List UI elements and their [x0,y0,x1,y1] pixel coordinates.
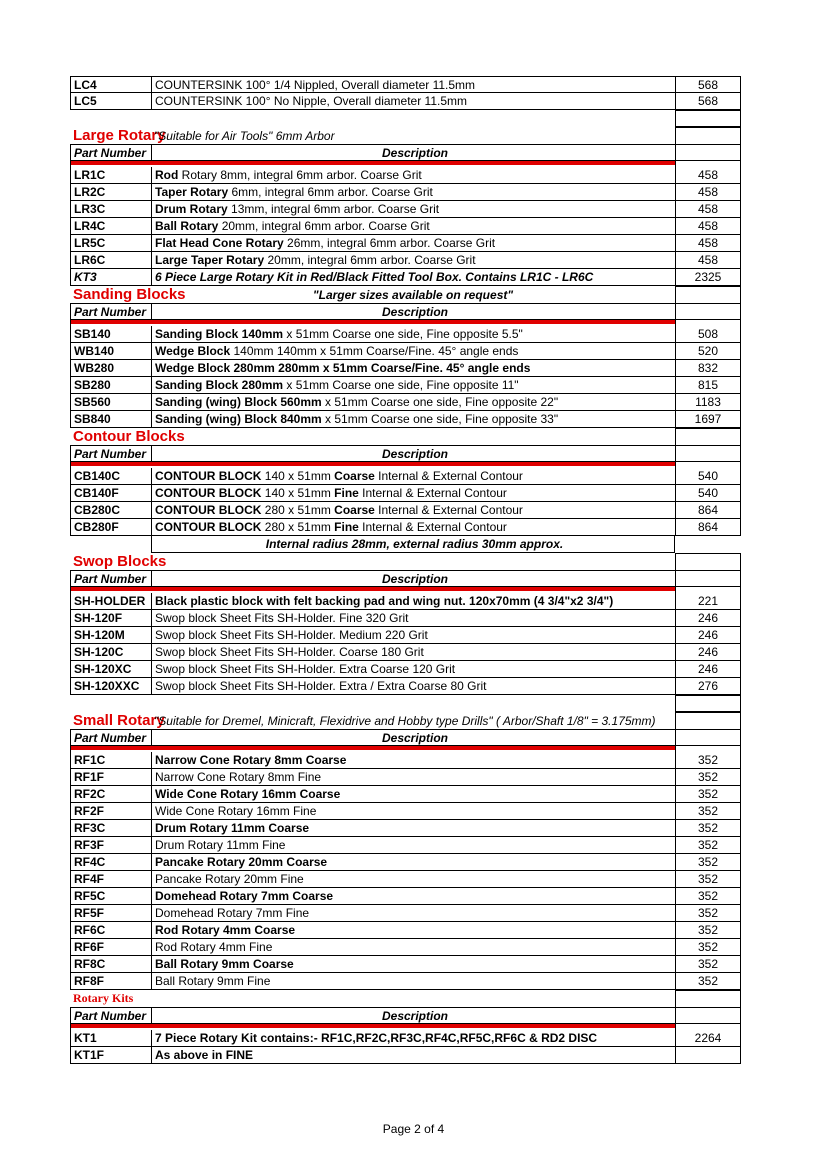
price-cell: 540 [675,468,741,485]
text-span: Swop block Sheet Fits SH-Holder. Extra Coarse 120 Grit [155,662,456,676]
table-row [70,939,741,956]
section-note [154,128,335,144]
text-span: Wedge Block 280mm 280mm x 51mm Coarse/Fine. 45° angle ends [155,361,531,375]
table-row [70,610,741,627]
text-span: Narrow Cone Rotary 8mm Coarse [155,753,347,767]
table-row [70,360,741,377]
contour-footnote-row [70,536,741,553]
text-span: Domehead Rotary 7mm Fine [155,906,310,920]
price-column-box [675,712,741,729]
part-number-cell: SH-120C [70,644,151,661]
table-row [70,1047,741,1064]
price-cell: 352 [675,837,741,854]
section-small-rotary [70,712,741,729]
description-cell [151,326,675,343]
price-cell: 458 [675,218,741,235]
section-title: Sanding Blocks [73,286,186,303]
description-cell [151,269,675,286]
table-header-row [70,144,741,161]
part-number-cell: RF6C [70,922,151,939]
description-cell [151,752,675,769]
table-row [70,888,741,905]
price-cell: 352 [675,888,741,905]
price-header [675,1007,741,1024]
part-number-cell: CB280C [70,502,151,519]
part-number-cell: KT1F [70,1047,151,1064]
description-cell [151,956,675,973]
part-number-cell: SB140 [70,326,151,343]
price-header [675,303,741,320]
description-header: Description [151,445,675,462]
text-span: As above in FINE [155,1048,254,1062]
text-span: 140mm 140mm x 51mm Coarse/Fine. 45° angle ends [230,344,519,358]
section-note [151,287,675,303]
part-number-header: Part Number [70,144,151,161]
price-column-box [675,428,741,445]
price-list-sheet [70,76,741,1064]
table-row [70,678,741,695]
description-cell [151,661,675,678]
price-cell [675,1047,741,1064]
text-span: Pancake Rotary 20mm Fine [155,872,304,886]
table-row [70,644,741,661]
table-row [70,1030,741,1047]
text-span: Internal & External Contour [358,520,507,534]
table-row [70,394,741,411]
part-number-cell: SB280 [70,377,151,394]
text-span: x 51mm Coarse one side, Fine opposite 22" [321,395,559,409]
description-cell [151,360,675,377]
table-row [70,93,741,110]
table-row [70,235,741,252]
price-column-box [675,110,741,127]
text-span: Black plastic block with felt backing pad and wing nut. 120x70mm (4 3/4"x2 3/4") [155,594,614,608]
part-number-cell: RF1F [70,769,151,786]
text-span: "Larger sizes available on request" [312,288,514,302]
table-row [70,820,741,837]
description-header: Description [151,729,675,746]
price-cell: 352 [675,803,741,820]
description-cell [151,377,675,394]
price-cell: 458 [675,235,741,252]
price-cell: 2264 [675,1030,741,1047]
price-cell: 276 [675,678,741,695]
page-number: Page 2 of 4 [382,1122,445,1136]
part-number-cell: LR5C [70,235,151,252]
part-number-cell: LR6C [70,252,151,269]
description-cell [151,803,675,820]
part-number-cell: RF1C [70,752,151,769]
text-span: ( Arbor/Shaft 1/8" = 3.175mm) [492,714,656,728]
description-cell [151,218,675,235]
text-span: Ball Rotary 9mm Fine [155,974,271,988]
table-row [70,786,741,803]
red-bar-fill [70,746,675,750]
part-number-header: Part Number [70,445,151,462]
red-bar-fill [70,161,675,165]
text-span: 280 x 51mm [261,503,335,517]
description-cell [151,922,675,939]
price-cell: 246 [675,627,741,644]
section-contour-blocks [70,428,741,445]
price-cell: 568 [675,76,741,93]
table-row [70,593,741,610]
section-large-rotary [70,127,741,144]
table-row [70,519,741,536]
text-span: Wedge Block [155,344,231,358]
price-header [675,144,741,161]
part-number-cell: CB140C [70,468,151,485]
description-cell [151,502,675,519]
price-cell: 352 [675,939,741,956]
price-cell: 832 [675,360,741,377]
section-rotary-kits [70,990,741,1007]
part-number-cell: LC5 [70,93,151,110]
price-column-box [675,990,741,1007]
text-span: 6mm, integral 6mm arbor. Coarse Grit [228,185,433,199]
part-number-cell: KT3 [70,269,151,286]
text-span: Pancake Rotary 20mm Coarse [155,855,328,869]
description-cell [151,394,675,411]
contour-footnote: Internal radius 28mm, external radius 30mm approx. [151,536,675,553]
table-row [70,854,741,871]
part-number-cell: RF8F [70,973,151,990]
text-span: CONTOUR BLOCK [155,520,262,534]
description-cell [151,820,675,837]
text-span: Swop block Sheet Fits SH-Holder. Extra / Extra Coarse 80 Grit [155,679,487,693]
text-span: Large Taper Rotary [155,253,265,267]
table-header-row [70,729,741,746]
price-header [675,570,741,587]
part-number-cell: WB280 [70,360,151,377]
red-bar-fill [70,1024,675,1028]
price-cell: 352 [675,854,741,871]
table-header-row [70,445,741,462]
table-row [70,627,741,644]
part-number-cell: RF2C [70,786,151,803]
part-number-header: Part Number [70,729,151,746]
text-span: Rod Rotary 4mm Coarse [155,923,296,937]
red-bar-fill [70,462,675,466]
price-cell: 352 [675,973,741,990]
price-cell: 352 [675,752,741,769]
section-title: Large Rotary [73,127,166,144]
part-number-cell: RF8C [70,956,151,973]
description-cell [151,627,675,644]
text-span: Internal & External Contour [374,503,523,517]
blank-cell [675,536,741,553]
section-title: Contour Blocks [73,428,185,445]
text-span: Coarse [334,503,375,517]
text-span: Taper Rotary [155,185,229,199]
text-span: 280 x 51mm [261,520,335,534]
price-cell: 352 [675,871,741,888]
table-row [70,502,741,519]
text-span: CONTOUR BLOCK [155,469,262,483]
text-span: Drum Rotary [155,202,228,216]
text-span: Ball Rotary [155,219,219,233]
price-cell: 508 [675,326,741,343]
price-cell: 246 [675,644,741,661]
table-row [70,837,741,854]
text-span: Drum Rotary 11mm Coarse [155,821,310,835]
text-span: Rod [155,168,179,182]
text-span: Wide Cone Rotary 16mm Coarse [155,787,341,801]
part-number-cell: RF3F [70,837,151,854]
part-number-cell: SH-120M [70,627,151,644]
description-header: Description [151,1007,675,1024]
table-row [70,769,741,786]
table-row [70,661,741,678]
part-number-header: Part Number [70,1007,151,1024]
section-sanding-blocks [70,286,741,303]
part-number-cell: RF5F [70,905,151,922]
text-span: Fine [334,486,359,500]
text-span: 140 x 51mm [261,486,335,500]
description-cell [151,1047,675,1064]
description-cell [151,939,675,956]
text-span: Wide Cone Rotary 16mm Fine [155,804,317,818]
text-span: COUNTERSINK 100° 1/4 Nippled, Overall diameter 11.5mm [155,78,476,92]
description-cell [151,593,675,610]
table-row [70,871,741,888]
part-number-cell: LR3C [70,201,151,218]
text-span: x 51mm Coarse one side, Fine opposite 5.5" [283,327,523,341]
table-row [70,468,741,485]
part-number-cell: RF4C [70,854,151,871]
description-cell [151,167,675,184]
price-cell: 352 [675,786,741,803]
table-header-row [70,1007,741,1024]
part-number-header: Part Number [70,303,151,320]
part-number-cell: SH-HOLDER [70,593,151,610]
table-row [70,752,741,769]
price-cell: 1183 [675,394,741,411]
description-cell [151,76,675,93]
red-bar-fill [70,587,675,591]
section-title: Rotary Kits [73,991,134,1005]
price-column-box [675,695,741,712]
table-row [70,252,741,269]
table-row [70,922,741,939]
description-cell [151,485,675,502]
price-cell: 352 [675,905,741,922]
text-span: Sanding (wing) Block 560mm [155,395,322,409]
text-span: x 51mm Coarse one side, Fine opposite 33" [321,412,559,426]
description-cell [151,854,675,871]
price-cell: 458 [675,167,741,184]
part-number-cell: LR1C [70,167,151,184]
description-cell [151,888,675,905]
part-number-cell: LR4C [70,218,151,235]
description-cell [151,786,675,803]
text-span: x 51mm Coarse one side, Fine opposite 11" [283,378,519,392]
description-cell [151,905,675,922]
text-span: 13mm, integral 6mm arbor. Coarse Grit [227,202,440,216]
price-cell: 352 [675,956,741,973]
description-cell [151,519,675,536]
spacer-row [70,695,741,712]
description-cell [151,235,675,252]
text-span: Fine [334,520,359,534]
part-number-cell: LC4 [70,76,151,93]
text-span: 20mm, integral 6mm arbor. Coarse Grit [264,253,476,267]
table-row [70,973,741,990]
description-header: Description [151,570,675,587]
price-cell: 864 [675,502,741,519]
description-cell [151,201,675,218]
price-cell: 246 [675,610,741,627]
part-number-cell: WB140 [70,343,151,360]
table-row [70,269,741,286]
spacer-row [70,110,741,127]
price-cell: 221 [675,593,741,610]
text-span: "Suitable for Dremel, Minicraft, Flexidrive and Hobby type Drills" [154,714,493,728]
section-title: Small Rotary [73,712,165,729]
description-cell [151,93,675,110]
part-number-cell: KT1 [70,1030,151,1047]
blank-cell [70,536,151,553]
text-span: Drum Rotary 11mm Fine [155,838,286,852]
table-row [70,377,741,394]
price-cell: 1697 [675,411,741,428]
price-column-box [675,286,741,303]
red-bar-fill [70,320,675,324]
description-cell [151,184,675,201]
part-number-cell: SH-120XXC [70,678,151,695]
table-header-row [70,570,741,587]
table-row [70,326,741,343]
text-span: Swop block Sheet Fits SH-Holder. Coarse 180 Grit [155,645,424,659]
part-number-cell: RF2F [70,803,151,820]
part-number-cell: CB140F [70,485,151,502]
text-span: 140 x 51mm [261,469,335,483]
text-span: Sanding (wing) Block 840mm [155,412,322,426]
part-number-cell: LR2C [70,184,151,201]
table-header-row [70,303,741,320]
table-row [70,956,741,973]
text-span: Narrow Cone Rotary 8mm Fine [155,770,322,784]
table-row [70,201,741,218]
price-cell: 352 [675,922,741,939]
price-cell: 458 [675,252,741,269]
description-cell [151,973,675,990]
table-row [70,485,741,502]
price-column-box [675,553,741,570]
description-header: Description [151,144,675,161]
price-cell: 458 [675,184,741,201]
description-header: Description [151,303,675,320]
text-span: 6 Piece Large Rotary Kit in Red/Black Fitted Tool Box. Contains LR1C - LR6C [155,270,594,284]
text-span: Swop block Sheet Fits SH-Holder. Medium 220 Grit [155,628,428,642]
description-cell [151,343,675,360]
table-row [70,184,741,201]
section-swop-blocks [70,553,741,570]
text-span: CONTOUR BLOCK [155,503,262,517]
table-row [70,218,741,235]
part-number-cell: SH-120XC [70,661,151,678]
description-cell [151,837,675,854]
price-cell: 352 [675,769,741,786]
text-span: Flat Head Cone Rotary [155,236,284,250]
description-cell [151,610,675,627]
text-span: Coarse [334,469,375,483]
description-cell [151,644,675,661]
description-cell [151,769,675,786]
description-cell [151,411,675,428]
part-number-cell: SH-120F [70,610,151,627]
text-span: Sanding Block 140mm [155,327,284,341]
section-title: Swop Blocks [73,553,167,570]
part-number-cell: RF4F [70,871,151,888]
section-note [154,713,656,729]
text-span: CONTOUR BLOCK [155,486,262,500]
price-cell: 540 [675,485,741,502]
table-row [70,76,741,93]
part-number-cell: SB840 [70,411,151,428]
price-cell: 864 [675,519,741,536]
price-header [675,445,741,462]
table-row [70,905,741,922]
table-row [70,167,741,184]
table-row [70,343,741,360]
text-span: 26mm, integral 6mm arbor. Coarse Grit [283,236,496,250]
price-cell: 458 [675,201,741,218]
price-cell: 246 [675,661,741,678]
description-cell [151,252,675,269]
table-row [70,803,741,820]
table-row [70,411,741,428]
price-header [675,729,741,746]
text-span: 7 Piece Rotary Kit contains:- RF1C,RF2C,RF3C,RF4C,RF5C,RF6C & RD2 DISC [155,1031,598,1045]
description-cell [151,871,675,888]
text-span: 20mm, integral 6mm arbor. Coarse Grit [218,219,430,233]
part-number-cell: RF6F [70,939,151,956]
price-column-box [675,127,741,144]
text-span: Ball Rotary 9mm Coarse [155,957,294,971]
description-cell [151,468,675,485]
text-span: Domehead Rotary 7mm Coarse [155,889,334,903]
price-cell: 568 [675,93,741,110]
part-number-cell: CB280F [70,519,151,536]
price-cell: 520 [675,343,741,360]
text-span: COUNTERSINK 100° No Nipple, Overall diameter 11.5mm [155,94,468,108]
text-span: Rotary 8mm, integral 6mm arbor. Coarse Grit [178,168,422,182]
text-span: "Suitable for Air Tools" 6mm Arbor [154,129,335,143]
text-span: Sanding Block 280mm [155,378,284,392]
part-number-header: Part Number [70,570,151,587]
part-number-cell: RF3C [70,820,151,837]
part-number-cell: RF5C [70,888,151,905]
part-number-cell: SB560 [70,394,151,411]
price-cell: 815 [675,377,741,394]
price-cell: 2325 [675,269,741,286]
price-cell: 352 [675,820,741,837]
description-cell [151,1030,675,1047]
text-span: Swop block Sheet Fits SH-Holder. Fine 320 Grit [155,611,409,625]
description-cell [151,678,675,695]
text-span: Rod Rotary 4mm Fine [155,940,273,954]
text-span: Internal & External Contour [358,486,507,500]
text-span: Internal & External Contour [374,469,523,483]
